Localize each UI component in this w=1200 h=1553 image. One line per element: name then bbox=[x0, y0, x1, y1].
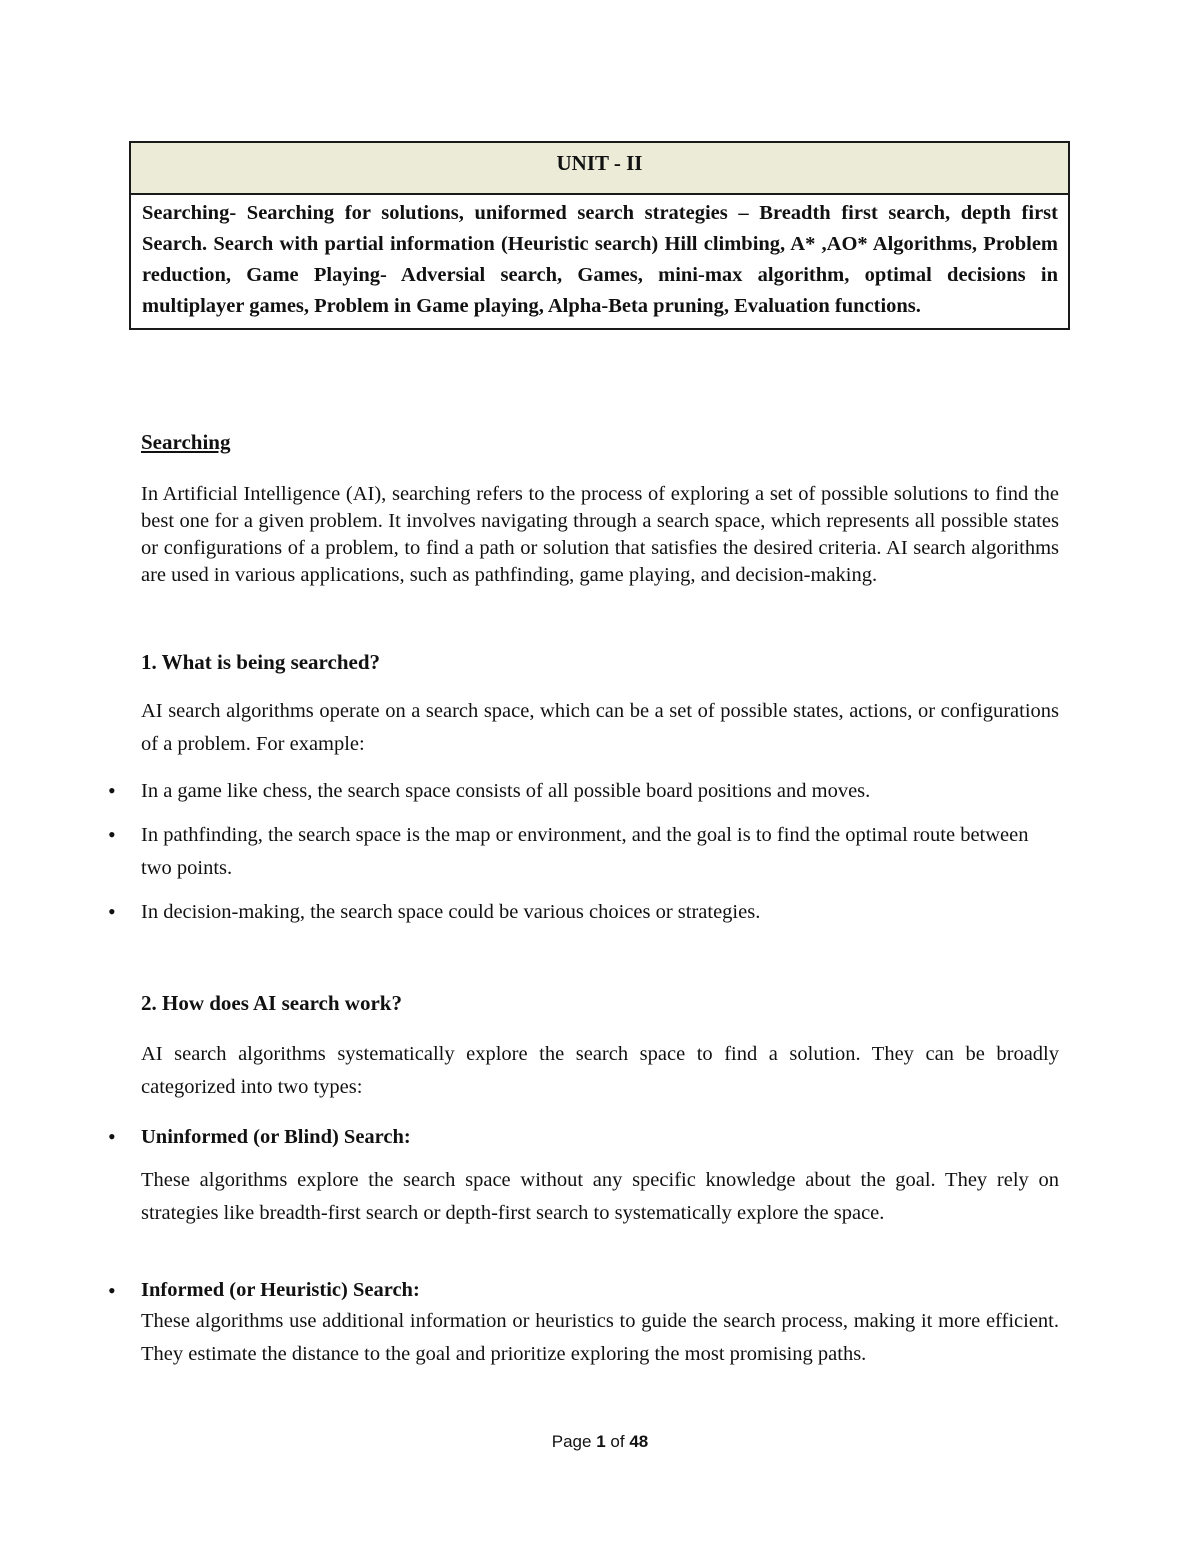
page-total: 48 bbox=[629, 1432, 649, 1451]
page-footer bbox=[0, 1432, 1200, 1452]
bullet-dot: • bbox=[108, 778, 116, 803]
section1-text: AI search algorithms operate on a search space, which can be a set of possible states, actions, or configurations of a problem. For example: bbox=[141, 700, 1059, 755]
searching-heading: Searching bbox=[141, 430, 231, 454]
searching-intro: In Artificial Intelligence (AI), searching refers to the process of exploring a set of possible solutions to find the best one for a given problem. It involves navigating through a search space, which represents all possible states or configurations of a problem, to find a path or solution that satisfies the desired criteria. AI search algorithms are used in various applications, such as pathfinding, game playing, and decision-making. bbox=[141, 483, 1059, 586]
unit-title: UNIT - II bbox=[131, 143, 1068, 195]
section1-bullet-2: In pathfinding, the search space is the map or environment, and the goal is to find the optimal route between two points. bbox=[141, 824, 1029, 879]
unit-syllabus: Searching- Searching for solutions, uniformed search strategies – Breadth first search, depth first Search. Search with partial information (Heuristic search) Hill climbing, A* ,AO* Algorithms, Problem reduction, Game Playing- Adversial search, Games, mini-max algorithm, optimal decisions in multiplayer games, Problem in Game playing, Alpha-Beta pruning, Evaluation functions. bbox=[142, 202, 1058, 317]
page-label: Page bbox=[551, 1432, 592, 1451]
section2-heading: 2. How does AI search work? bbox=[141, 991, 402, 1015]
bullet-dot: • bbox=[108, 822, 116, 847]
page-current: 1 bbox=[596, 1432, 606, 1451]
section1-bullet-3: In decision-making, the search space could be various choices or strategies. bbox=[141, 901, 761, 923]
page-of: of bbox=[610, 1432, 625, 1451]
section2-text: AI search algorithms systematically explore the search space to find a solution. They can be broadly categorized into two types: bbox=[141, 1043, 1059, 1098]
section1-bullet-1: In a game like chess, the search space consists of all possible board positions and moves. bbox=[141, 780, 871, 802]
bullet-dot: • bbox=[108, 1278, 116, 1303]
bullet-dot: • bbox=[108, 899, 116, 924]
bullet-dot: • bbox=[108, 1124, 116, 1149]
type-informed-title: Informed (or Heuristic) Search: bbox=[141, 1279, 420, 1301]
type-uninformed-title: Uninformed (or Blind) Search: bbox=[141, 1126, 411, 1148]
section1-heading: 1. What is being searched? bbox=[141, 650, 380, 674]
unit-header-box bbox=[129, 141, 1070, 330]
type-uninformed-desc: These algorithms explore the search space without any specific knowledge about the goal. They rely on strategies like breadth-first search or depth-first search to systematically explore the space. bbox=[141, 1169, 1059, 1224]
type-informed-desc: These algorithms use additional information or heuristics to guide the search process, making it more efficient. They estimate the distance to the goal and prioritize exploring the most promising paths. bbox=[141, 1310, 1059, 1365]
